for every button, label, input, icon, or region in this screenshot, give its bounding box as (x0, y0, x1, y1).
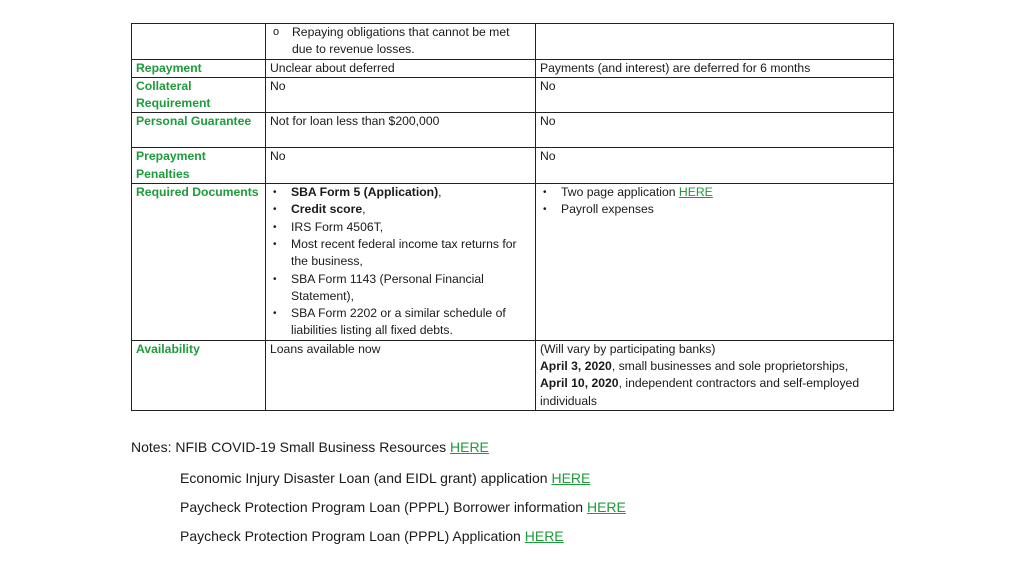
list-item: • Most recent federal income tax returns for the business, (273, 236, 517, 269)
cell-value: No (266, 148, 536, 184)
circle-bullet-icon: o (273, 26, 280, 38)
availability-line: April 3, 2020, small businesses and sole proprietorships, (540, 359, 849, 374)
documents-list (270, 184, 531, 340)
cell-value: Loans available now (266, 340, 536, 410)
bullet-icon: • (273, 238, 277, 250)
sub-bullet-list (270, 24, 531, 59)
table-row-collateral (132, 77, 894, 113)
use-of-funds-cell (266, 24, 536, 60)
loan-comparison-table (131, 23, 894, 411)
row-label: Personal Guarantee (132, 113, 266, 148)
row-label: Repayment (132, 59, 266, 77)
cell-value: No (536, 148, 894, 184)
row-label: Availability (132, 340, 266, 410)
table-row-repayment (132, 59, 894, 77)
documents-right-list (540, 184, 889, 219)
documents-list-cell (266, 184, 536, 341)
table-row-required-documents (132, 184, 894, 341)
label-cell-empty (132, 24, 266, 60)
cell-value: No (536, 113, 894, 148)
notes-line: Paycheck Protection Program Loan (PPPL) Application HERE (180, 528, 564, 544)
bullet-icon: • (543, 204, 547, 216)
documents-right-cell (536, 184, 894, 341)
notes-line: Notes: NFIB COVID-19 Small Business Resources HERE (131, 439, 489, 455)
bullet-icon: • (273, 308, 277, 320)
table-row-personal-guarantee (132, 113, 894, 148)
bullet-icon: • (273, 221, 277, 233)
list-item: • Credit score, (291, 201, 531, 218)
nfib-here-link[interactable]: HERE (450, 439, 489, 455)
list-item: • SBA Form 2202 or a similar schedule of liabilities listing all fixed debts. (273, 306, 506, 338)
notes-line: Economic Injury Disaster Loan (and EIDL grant) application HERE (180, 470, 591, 486)
pppl-borrower-here-link[interactable]: HERE (586, 499, 626, 515)
notes-line: Paycheck Protection Program Loan (PPPL) Borrower information HERE (180, 499, 626, 515)
list-item: • SBA Form 1143 (Personal Financial Statement), (273, 271, 484, 303)
notes-prefix: Notes: (131, 439, 176, 455)
right-cell-empty (536, 24, 894, 60)
list-item: • SBA Form 5 (Application), (291, 184, 531, 201)
table-row-use-of-funds-continued (132, 24, 894, 60)
bullet-icon: • (273, 204, 277, 216)
row-label: Required Documents (132, 184, 266, 341)
cell-value: Not for loan less than $200,000 (266, 113, 536, 148)
table-row-prepayment (132, 148, 894, 184)
availability-right-cell (536, 340, 894, 410)
availability-note: (Will vary by participating banks) (540, 341, 716, 356)
cell-value: No (266, 77, 536, 113)
list-item: • Two page application HERE (561, 184, 889, 201)
bullet-icon: • (273, 187, 277, 199)
availability-line: April 10, 2020, independent contractors and self-employed individuals (540, 376, 860, 408)
list-item: • Payroll expenses (561, 201, 889, 218)
row-label: Collateral Requirement (132, 77, 266, 113)
pppl-application-here-link[interactable]: HERE (524, 528, 564, 544)
bullet-icon: • (273, 273, 277, 285)
application-here-link[interactable]: HERE (678, 185, 713, 200)
table-row-availability (132, 340, 894, 410)
row-label: Prepayment Penalties (132, 148, 266, 184)
eidl-here-link[interactable]: HERE (551, 470, 591, 486)
cell-value: Unclear about deferred (266, 59, 536, 77)
cell-value: No (536, 77, 894, 113)
list-item: o Repaying obligations that cannot be met due to revenue losses. (273, 25, 510, 57)
list-item: • IRS Form 4506T, (291, 219, 531, 236)
cell-value: Payments (and interest) are deferred for 6 months (536, 59, 894, 77)
bullet-icon: • (543, 187, 547, 199)
